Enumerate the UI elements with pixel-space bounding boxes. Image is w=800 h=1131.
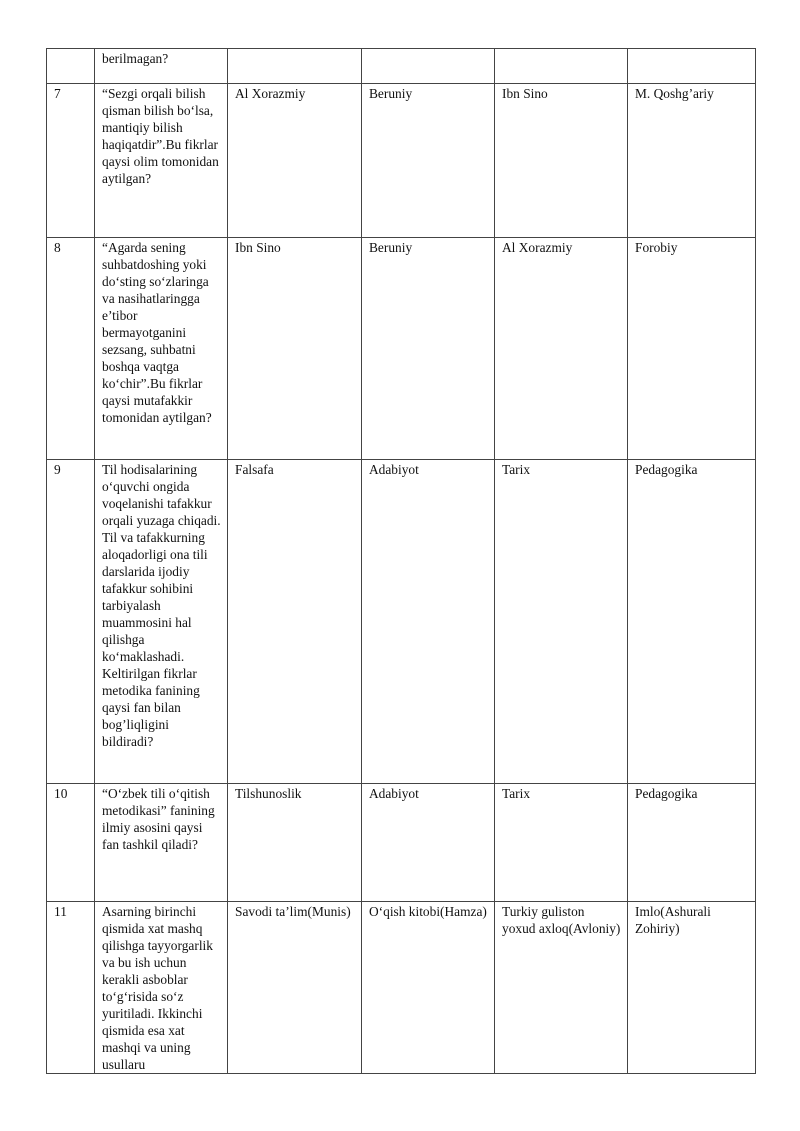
- table-row: [47, 902, 756, 1074]
- question-text: Asarning birinchi qismida xat mashq qilishga tayyorgarlik va bu ish uchun kerakli asboblar to‘g‘risida so‘z yuritiladi. Ikkinchi qismida esa xat mashqi va uning usullaru: [95, 902, 228, 1074]
- table-row: [47, 84, 756, 238]
- option-d: Imlo(Ashurali Zohiriy): [628, 902, 756, 1074]
- option-c: [495, 49, 628, 84]
- question-number: 10: [47, 784, 95, 902]
- option-d: Pedagogika: [628, 784, 756, 902]
- option-d: M. Qoshg’ariy: [628, 84, 756, 238]
- option-a: Falsafa: [228, 460, 362, 784]
- option-d: Pedagogika: [628, 460, 756, 784]
- option-a: [228, 49, 362, 84]
- option-b: Adabiyot: [362, 784, 495, 902]
- option-a: Ibn Sino: [228, 238, 362, 460]
- option-c: Turkiy guliston yoxud axloq(Avloniy): [495, 902, 628, 1074]
- option-d: Forobiy: [628, 238, 756, 460]
- option-b: O‘qish kitobi(Hamza): [362, 902, 495, 1074]
- table-row: [47, 49, 756, 84]
- option-b: Adabiyot: [362, 460, 495, 784]
- option-d: [628, 49, 756, 84]
- question-number: 9: [47, 460, 95, 784]
- option-a: Tilshunoslik: [228, 784, 362, 902]
- question-number: 11: [47, 902, 95, 1074]
- option-a: Al Xorazmiy: [228, 84, 362, 238]
- option-b: Beruniy: [362, 84, 495, 238]
- question-text: “Agarda sening suhbatdoshing yoki do‘sting so‘zlaringa va nasihatlaringga e’tibor bermayotganini sezsang, suhbatni boshqa vaqtga ko‘chir”.Bu fikrlar qaysi mutafakkir tomonidan aytilgan?: [95, 238, 228, 460]
- question-number: 7: [47, 84, 95, 238]
- question-text: berilmagan?: [95, 49, 228, 84]
- option-b: Beruniy: [362, 238, 495, 460]
- option-c: Tarix: [495, 460, 628, 784]
- option-b: [362, 49, 495, 84]
- option-a: Savodi ta’lim(Munis): [228, 902, 362, 1074]
- question-number: [47, 49, 95, 84]
- option-c: Ibn Sino: [495, 84, 628, 238]
- question-text: “O‘zbek tili o‘qitish metodikasi” fanining ilmiy asosini qaysi fan tashkil qiladi?: [95, 784, 228, 902]
- table-row: [47, 784, 756, 902]
- quiz-table: [46, 48, 756, 1074]
- option-c: Tarix: [495, 784, 628, 902]
- question-text: Til hodisalarining o‘quvchi ongida voqelanishi tafakkur orqali yuzaga chiqadi. Til va tafakkurning aloqadorligi ona tili darslarida ijodiy tafakkur sohibini tarbiyalash muammosini hal qilishga ko‘maklashadi. Keltirilgan fikrlar metodika fanining qaysi fan bilan bog’liqligini bildiradi?: [95, 460, 228, 784]
- table-row: [47, 460, 756, 784]
- question-text: “Sezgi orqali bilish qisman bilish bo‘lsa, mantiqiy bilish haqiqatdir”.Bu fikrlar qaysi olim tomonidan aytilgan?: [95, 84, 228, 238]
- table-row: [47, 238, 756, 460]
- question-number: 8: [47, 238, 95, 460]
- option-c: Al Xorazmiy: [495, 238, 628, 460]
